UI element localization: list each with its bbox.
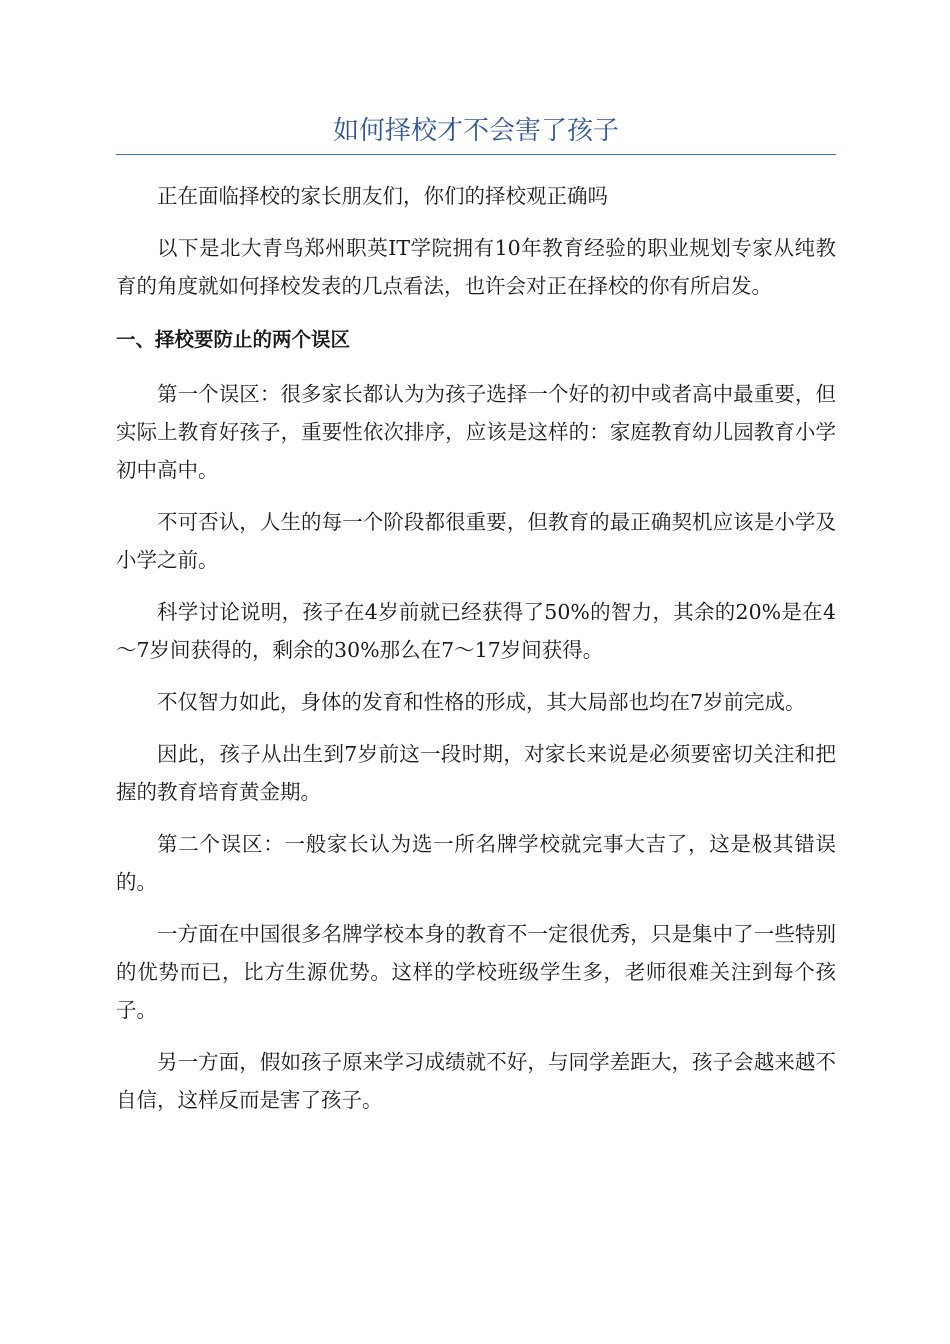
paragraph-famous-schools: 一方面在中国很多名牌学校本身的教育不一定很优秀，只是集中了一些特别的优势而已，比方生源优势。这样的学校班级学生多，老师很难关注到每个孩子。 [116,922,836,1022]
paragraph-confidence: 另一方面，假如孩子原来学习成绩就不好，与同学差距大，孩子会越来越不自信，这样反而是害了孩子。 [116,1050,836,1112]
section-heading: 一、择校要防止的两个误区 [116,328,351,351]
paragraph-development: 不仅智力如此，身体的发育和性格的形成，其大局部也均在7岁前完成。 [157,690,806,714]
paragraph-misconception-1: 第一个误区：很多家长都认为为孩子选择一个好的初中或者高中最重要，但实际上教育好孩子，重要性依次排序，应该是这样的：家庭教育幼儿园教育小学初中高中。 [116,382,836,482]
paragraph-research: 科学讨论说明，孩子在4岁前就已经获得了50%的智力，其余的20%是在4～7岁间获得的，剩余的30%那么在7～17岁间获得。 [116,600,836,662]
paragraph-expert-view: 以下是北大青鸟郑州职英IT学院拥有10年教育经验的职业规划专家从纯教育的角度就如何择校发表的几点看法，也许会对正在择校的你有所启发。 [116,236,836,298]
document-title: 如何择校才不会害了孩子 [116,112,836,155]
paragraph-golden-period: 因此，孩子从出生到7岁前这一段时期，对家长来说是必须要密切关注和把握的教育培育黄金期。 [116,742,836,804]
paragraph-misconception-2: 第二个误区：一般家长认为选一所名牌学校就完事大吉了，这是极其错误的。 [116,832,836,894]
paragraph-intro: 正在面临择校的家长朋友们，你们的择校观正确吗 [157,184,608,208]
paragraph-stages: 不可否认，人生的每一个阶段都很重要，但教育的最正确契机应该是小学及小学之前。 [116,510,836,572]
document-page [116,112,836,1119]
